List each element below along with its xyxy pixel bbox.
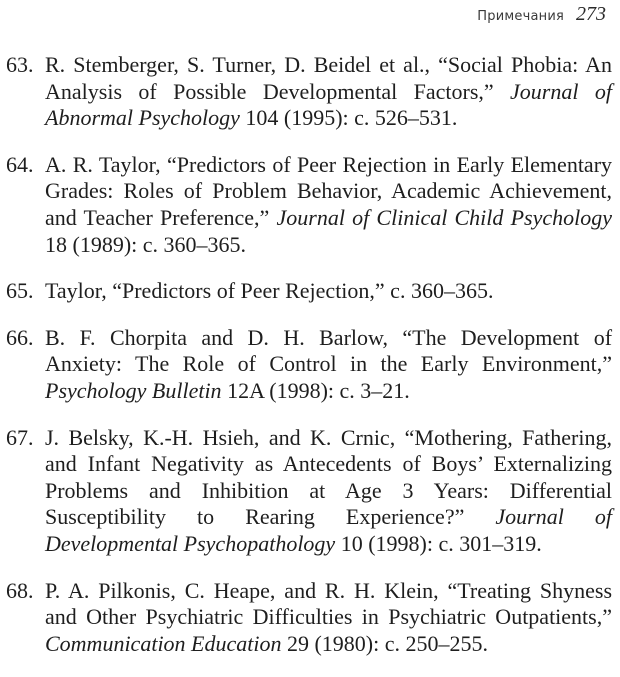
note-details: 12A (1998): c. 3–21. [227, 377, 410, 403]
note-title: “The Development of Anxiety: The Role of Control in the Early Environment,” [45, 324, 613, 377]
section-title: Примечания [477, 9, 564, 24]
note-68 [0, 578, 620, 658]
note-64 [0, 152, 620, 258]
note-number: 63. [6, 52, 34, 77]
note-number: 65. [6, 278, 34, 304]
note-journal: Journal of Abnormal Psychology [45, 78, 612, 131]
note-details: 10 (1998): c. 301–319. [340, 530, 542, 556]
note-title: “Treating Shyness and Other Psychiatric Difficulties in Psychiatric Outpatients,” [45, 577, 613, 630]
note-journal: Journal of Developmental Psychopathology [45, 504, 613, 556]
note-details: 18 (1989): c. 360–365. [45, 231, 247, 257]
note-number: 67. [6, 424, 34, 450]
note-authors: B. F. Chorpita and D. H. Barlow, [45, 324, 388, 350]
note-journal: Journal of Clinical Child Psychology [276, 204, 612, 230]
note-63 [0, 52, 620, 132]
note-65 [0, 278, 620, 305]
note-details: 29 (1980): c. 250–255. [286, 630, 489, 656]
note-title: “Social Phobia: An Analysis of Possible Developmental Factors,” [45, 52, 612, 104]
note-journal: Psychology Bulletin [45, 377, 222, 403]
note-text: Taylor, “Predictors of Peer Rejection,” c. 360–365. [45, 278, 494, 304]
note-title: “Predictors of Peer Rejection in Early Elementary Grades: Roles of Problem Behavior, Academic Achievement, and Teacher Preference,” [45, 151, 613, 230]
note-journal: Communication Education [45, 630, 282, 656]
running-head [477, 3, 606, 26]
note-authors: P. A. Pilkonis, C. Heape, and R. H. Klein, [45, 577, 439, 603]
note-authors: J. Belsky, K.-H. Hsieh, and K. Crnic, [45, 424, 396, 450]
page-number: 273 [576, 3, 606, 25]
note-number: 66. [6, 324, 34, 350]
notes-list [0, 52, 620, 677]
note-authors: A. R. Taylor, [45, 151, 161, 177]
note-authors: R. Stemberger, S. Turner, D. Beidel et al., [45, 52, 431, 77]
note-67 [0, 425, 620, 558]
note-title: “Mothering, Fathering, and Infant Negativity as Antecedents of Boys’ Externalizing Problems and Inhibition at Age 3 Years: Differential Susceptibility to Rearing Experience?” [45, 424, 612, 530]
note-details: 104 (1995): c. 526–531. [245, 105, 458, 131]
note-number: 64. [6, 151, 34, 177]
note-number: 68. [6, 577, 34, 603]
note-66 [0, 325, 620, 405]
